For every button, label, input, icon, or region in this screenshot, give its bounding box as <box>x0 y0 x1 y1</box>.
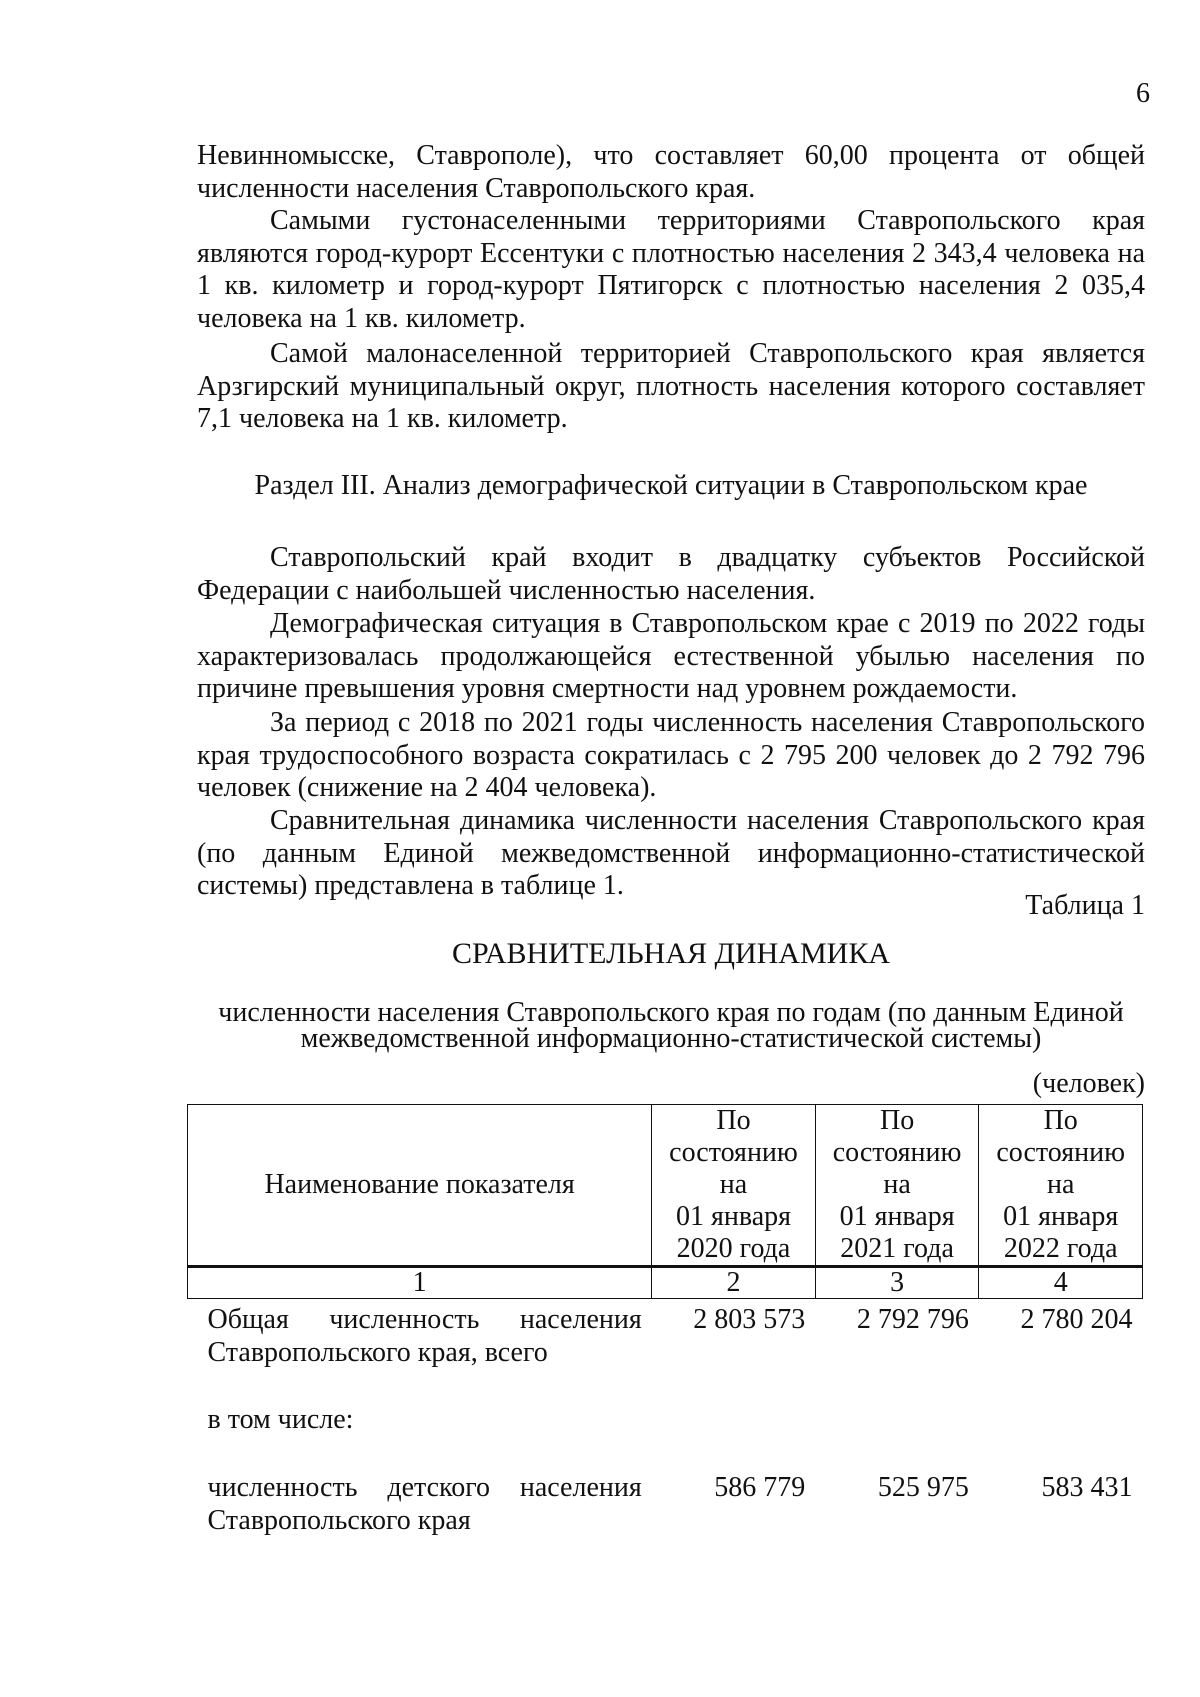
cell-2022: 583 431 <box>1041 1472 1133 1503</box>
section-paragraph-2: Демографическая ситуация в Ставропольском крае с 2019 по 2022 годы характеризовалась продолжающейся естественной убылью населения по причине превышения уровня смертности над уровнем рождаемости. <box>197 608 1145 705</box>
column-number-3: 3 <box>815 1267 979 1299</box>
section-paragraph-3: За период с 2018 по 2021 годы численность населения Ставропольского края трудоспособного возраста сократилась с 2 795 200 человек до 2 792 796 человек (снижение на 2 404 человека). <box>197 707 1145 804</box>
header-indicator-name: Наименование показателя <box>188 1105 652 1267</box>
table-row <box>188 1299 1143 1400</box>
table-unit: (человек) <box>1032 1068 1145 1099</box>
table-header-row <box>188 1105 1143 1267</box>
population-table <box>187 1104 1143 1567</box>
cell-2021: 2 792 796 <box>856 1304 969 1335</box>
paragraph-1: Невинномысске, Ставрополе), что составляет 60,00 процента от общей численности населения Ставропольского края. <box>197 140 1145 204</box>
cell-2021: 525 975 <box>877 1472 969 1503</box>
table-subtitle: численности населения Ставропольского края по годам (по данным Единой межведомственной информационно-статистической системы) <box>218 997 1124 1054</box>
section-paragraph-1: Ставропольский край входит в двадцатку субъектов Российской Федерации с наибольшей численностью населения. <box>197 542 1145 606</box>
section-heading: Раздел III. Анализ демографической ситуации в Ставропольском крае <box>254 470 1088 501</box>
row-label: Общая численность населения Ставропольского края, всего <box>207 1304 642 1368</box>
table-title: СРАВНИТЕЛЬНАЯ ДИНАМИКА <box>451 937 890 970</box>
cell-2020: 2 803 573 <box>693 1304 806 1335</box>
column-number-4: 4 <box>979 1267 1143 1299</box>
cell-2022 <box>979 1399 1143 1467</box>
cell-2022: 2 780 204 <box>1020 1304 1133 1335</box>
column-number-2: 2 <box>652 1267 816 1299</box>
row-label: в том числе: <box>207 1404 354 1435</box>
table-row <box>188 1467 1143 1567</box>
column-number-row <box>188 1267 1143 1299</box>
header-year-2020: По состоянию на 01 января 2020 года <box>652 1105 816 1267</box>
page-number: 6 <box>1136 78 1150 109</box>
section-paragraph-4: Сравнительная динамика численности населения Ставропольского края (по данным Единой межведомственной информационно-статистической системы) представлена в таблице 1. <box>197 805 1145 902</box>
paragraph-2: Самыми густонаселенными территориями Ставропольского края являются город-курорт Ессентуки с плотностью населения 2 343,4 человека на 1 кв. километр и город-курорт Пятигорск с плотностью населения 2 035,4 человека на 1 кв. километр. <box>197 205 1145 334</box>
cell-2020: 586 779 <box>714 1472 806 1503</box>
cell-2020 <box>652 1399 816 1467</box>
header-year-2021: По состоянию на 01 января 2021 года <box>815 1105 979 1267</box>
table-label: Таблица 1 <box>1025 890 1145 921</box>
cell-2021 <box>815 1399 979 1467</box>
column-number-1: 1 <box>188 1267 652 1299</box>
table-row <box>188 1399 1143 1467</box>
row-label: численность детского населения Ставропольского края <box>207 1472 642 1536</box>
paragraph-3: Самой малонаселенной территорией Ставропольского края является Арзгирский муниципальный округ, плотность населения которого составляет 7,1 человека на 1 кв. километр. <box>197 338 1145 435</box>
header-year-2022: По состоянию на 01 января 2022 года <box>979 1105 1143 1267</box>
